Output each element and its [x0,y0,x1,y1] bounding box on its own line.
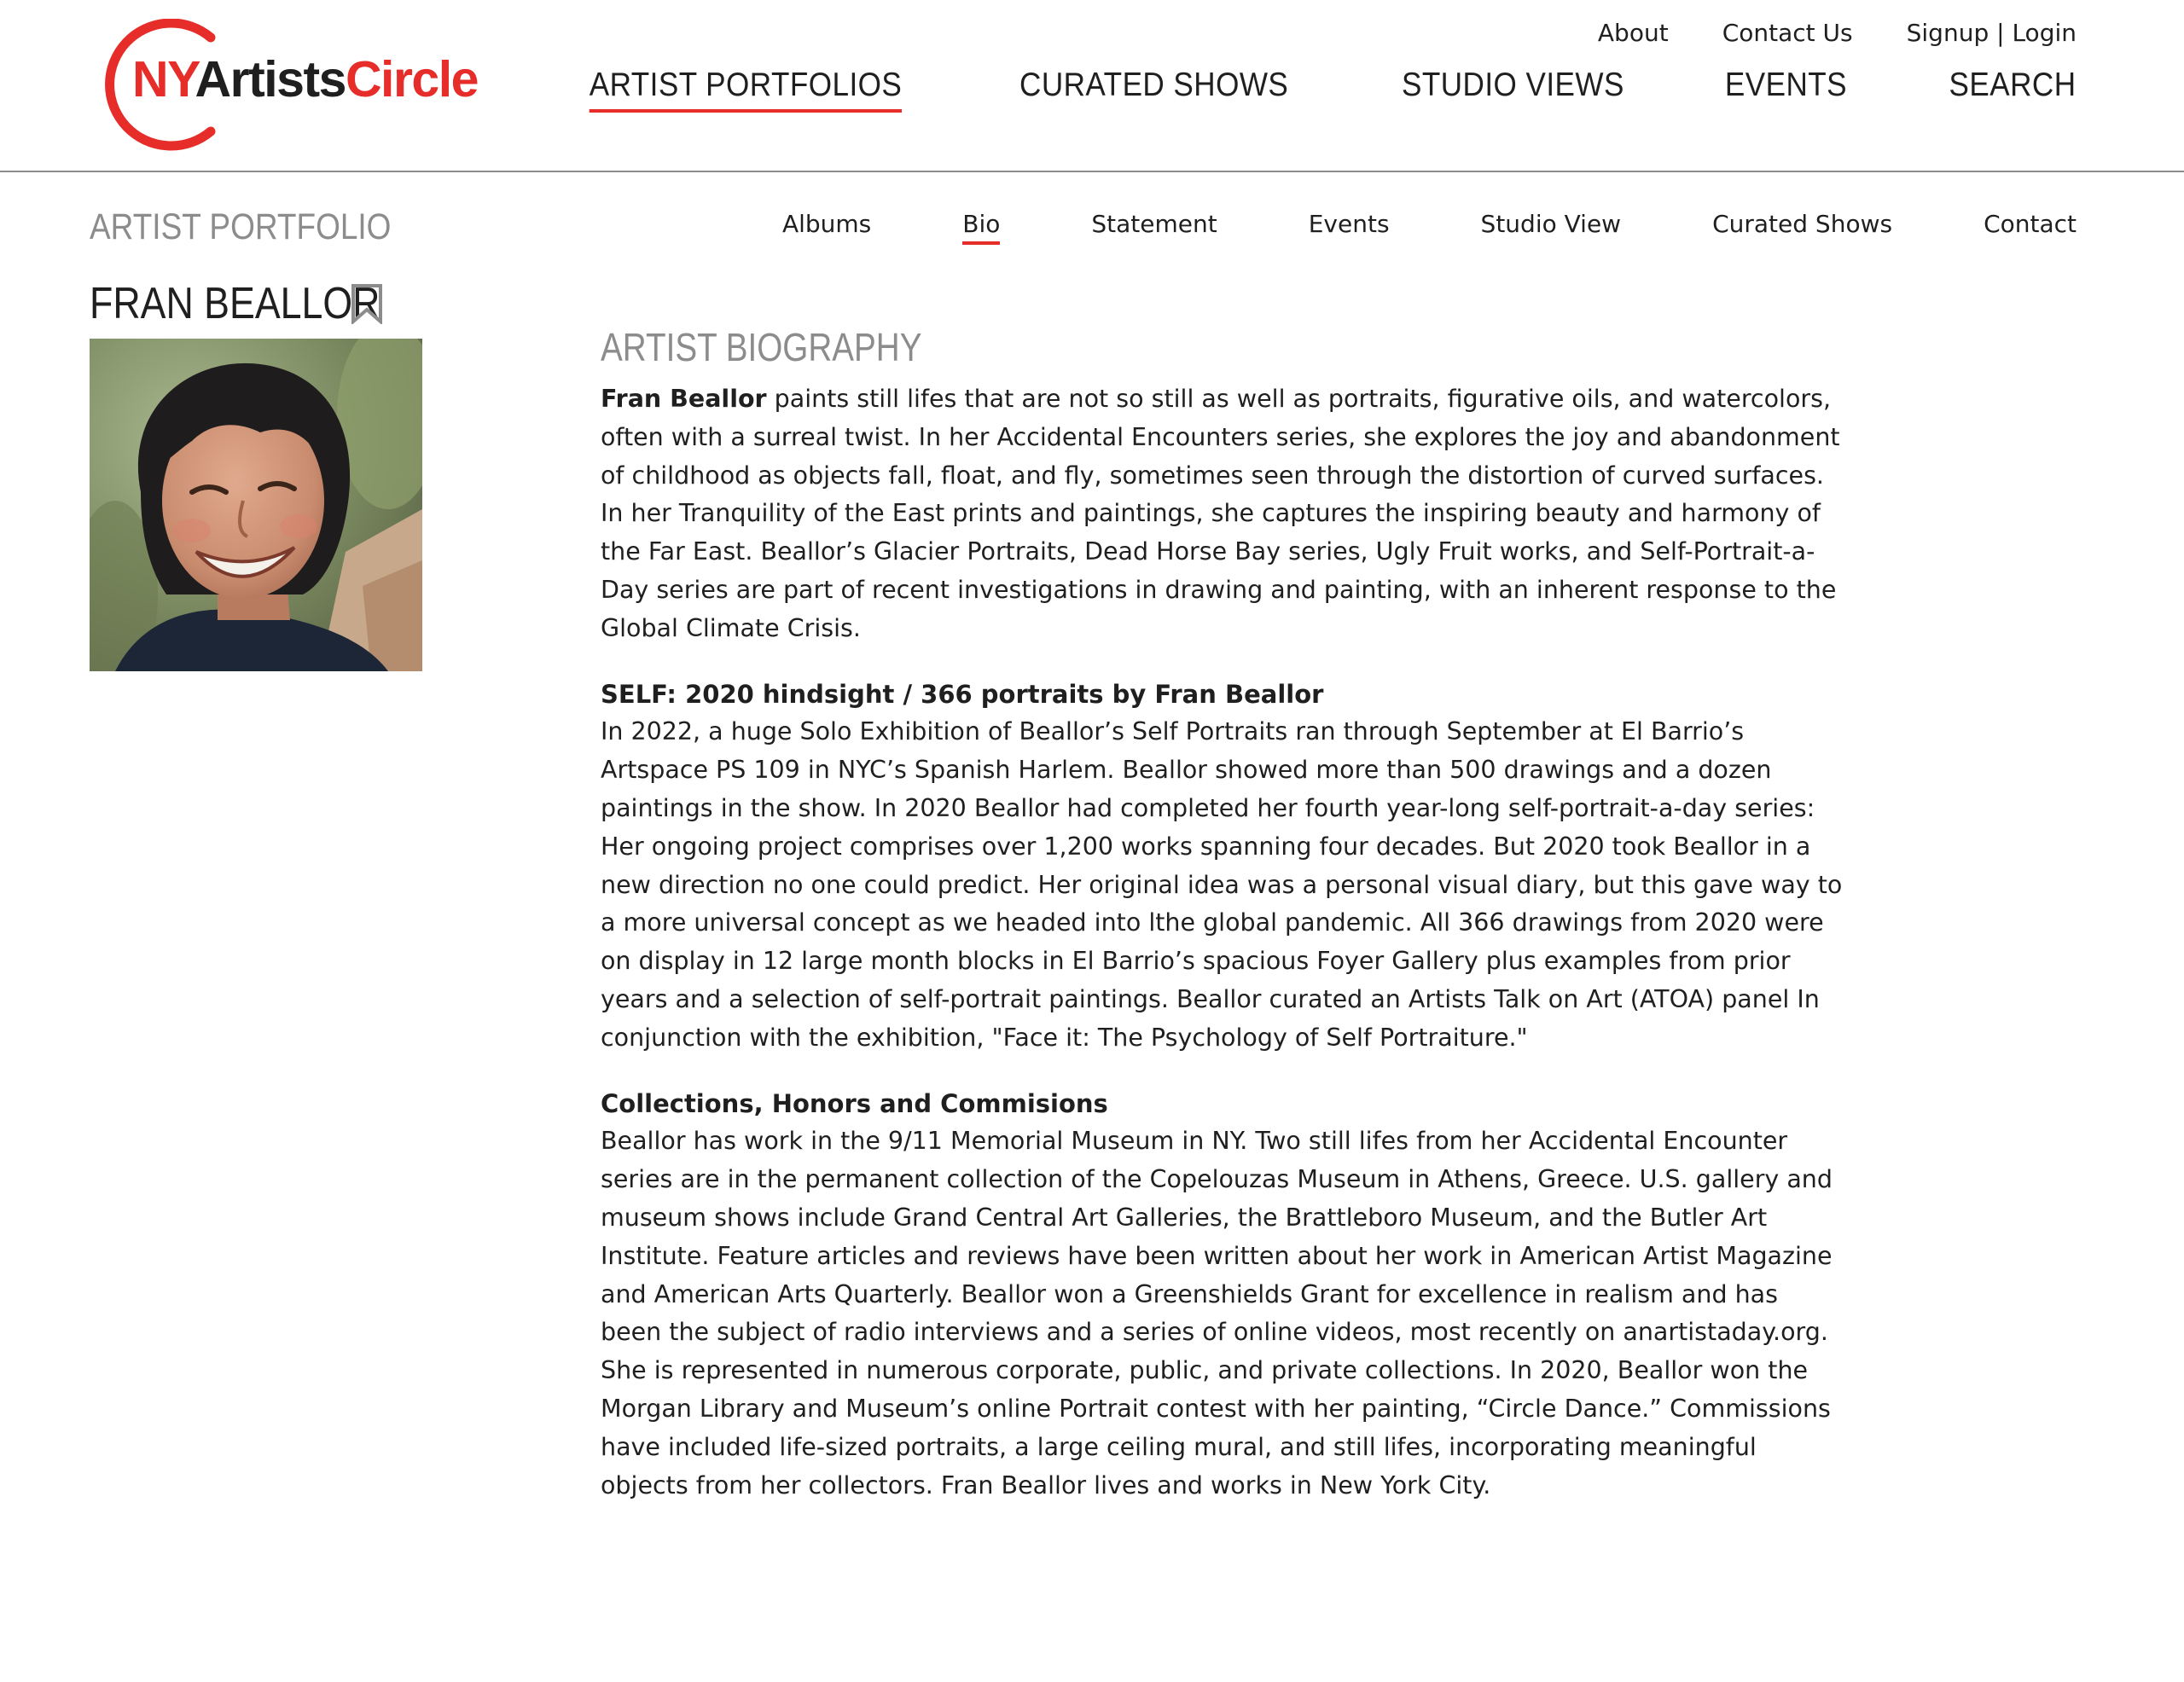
bio-heading: ARTIST BIOGRAPHY [601,325,922,369]
bio-section-collections-title: Collections, Honors and Commisions [601,1088,1108,1118]
tab-statement[interactable]: Statement [1091,210,1217,238]
main-nav [555,67,2077,113]
contact-us-link[interactable]: Contact Us [1722,19,1853,47]
bio-section-collections-text: Beallor has work in the 9/11 Memorial Museum in NY. Two still lifes from her Accidental Encounter series are in the permanent collection of the Copelouzas Museum in Athens, Greece. U.S. gallery and museum shows include Grand Central Art Galleries, the Brattleboro Museum, and the Butler Art Institute. Feature articles and reviews have been written about her work in American Artist Magazine and American Arts Quarterly. Beallor won a Greenshields Grant for excellence in realism and has been the subject of radio interviews and a series of online videos, most recently on anartistaday.org. She is represented in numerous corporate, public, and private collections. In 2020, Beallor won the Morgan Library and Museum’s online Portrait contest with her painting, “Circle Dance.” Commissions have included life-sized portraits, a large ceiling mural, and still lifes, incorporating meaningful objects from her collectors. Fran Beallor lives and works in New York City. [601,1127,1833,1499]
logo-circle-text: Circle [345,51,478,107]
nav-search[interactable]: SEARCH [1949,67,2077,103]
tab-curated-shows[interactable]: Curated Shows [1712,210,1893,238]
logo-wordmark [132,51,478,107]
portfolio-sub-nav [782,210,2077,245]
artist-biography [601,324,1846,1505]
logo-ny: NY [132,51,195,107]
site-header [0,0,2184,172]
tab-albums[interactable]: Albums [781,210,872,238]
nav-artist-portfolios[interactable]: ARTIST PORTFOLIOS [590,67,903,113]
bio-section-self-title: SELF: 2020 hindsight / 366 portraits by Fran Beallor [601,679,1324,709]
section-label: ARTIST PORTFOLIO [90,206,392,247]
site-logo[interactable] [89,19,481,152]
about-link[interactable]: About [1597,19,1669,47]
utility-nav [1598,19,2077,47]
bio-intro-text: paints still lifes that are not so still as well as portraits, figurative oils, and watercolors, often with a surreal twist. In her Accidental Encounters series, she explores the joy and abandonment of childhood as objects fall, float, and fly, sometimes seen through the distortion of curved surfaces. In her Tranquility of the East prints and paintings, she captures the inspiring beauty and harmony of the Far East. Beallor’s Glacier Portraits, Dead Horse Bay series, Ugly Fruit works, and Self-Portrait-a-Day series are part of recent investigations in drawing and painting, with an inherent response to the Global Climate Crisis. [601,385,1840,642]
artist-name: FRAN BEALLOR [90,279,380,328]
tab-events[interactable]: Events [1308,210,1390,238]
nav-studio-views[interactable]: STUDIO VIEWS [1401,67,1624,103]
bio-section-self-text: In 2022, a huge Solo Exhibition of Beallor’s Self Portraits ran through September at El Barrio’s Artspace PS 109 in NYC’s Spanish Harlem. Beallor showed more than 500 drawings and a dozen paintings in the show. In 2020 Beallor had completed her fourth year-long self-portrait-a-day series: Her ongoing project comprises over 1,200 works spanning four decades. But 2020 took Beallor in a new direction no one could predict. Her original idea was a personal visual diary, but this gave way to a more universal concept as we headed into lthe global pandemic. All 366 drawings from 2020 were on display in 12 large month blocks in El Barrio’s spacious Foyer Gallery plus examples from prior years and a selection of self-portrait paintings. Beallor curated an Artists Talk on Art (ATOA) panel In conjunction with the exhibition, "Face it: The Psychology of Self Portraiture." [601,717,1843,1052]
bookmark-icon[interactable] [350,283,384,324]
logo-artists: Artists [195,51,346,107]
bio-intro-name: Fran Beallor [601,385,767,413]
artist-photo [90,339,422,671]
nav-curated-shows[interactable]: CURATED SHOWS [1019,67,1289,103]
signup-login-link[interactable]: Signup | Login [1906,19,2077,47]
nav-events[interactable]: EVENTS [1725,67,1848,103]
bio-intro [601,380,1846,648]
tab-bio[interactable]: Bio [962,210,1000,245]
tab-studio-view[interactable]: Studio View [1480,210,1622,238]
tab-contact[interactable]: Contact [1984,210,2077,238]
